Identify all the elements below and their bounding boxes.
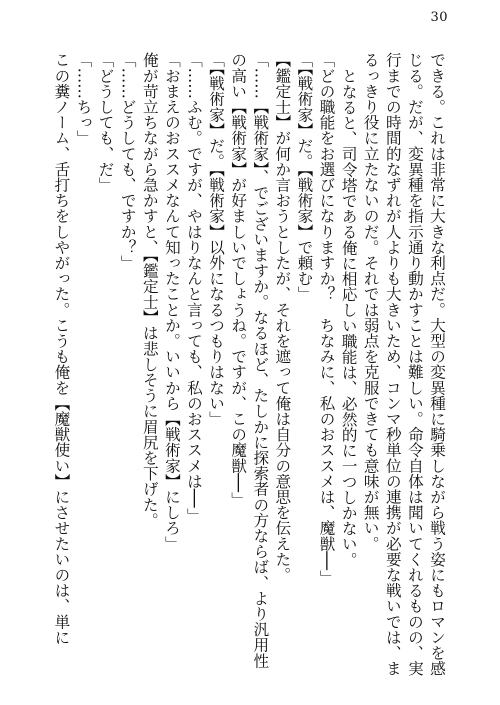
text-line-10: の高い【戦術家】が好ましいでしょうね。ですが、この魔獣──」 (229, 52, 248, 508)
text-line-1: できる。これは非常に大きな利点だ。大型の変異種に騎乗しながら戦う姿にもロマンを感 (428, 52, 446, 676)
page-number: 30 (430, 10, 448, 25)
text-line-13: 「おまえのおススメなんて知ったことか。いいから【戦術家】にしろ」 (162, 52, 181, 552)
text-line-15: 「……どうしても、ですか？」 (118, 52, 137, 271)
text-line-7: 「【戦術家】だ。【戦術家】で頼む」 (295, 52, 314, 302)
vertical-text-body (50, 52, 448, 692)
text-line-14: 俺が苛立ちながら急かすと、【鑑定士】は悲しそうに眉尻を下げた。 (140, 52, 159, 528)
text-line-5: となると、司令塔である俺に相応しい職能は、必然的に一つしかない。 (339, 67, 358, 567)
text-line-4: るっきり役に立たないのだ。それでは弱点を克服できても意味が無い。 (361, 52, 380, 552)
text-line-9: 「……【戦術家】、でございますか。なるほど、たしかに探索者の方ならば、より汎用性 (251, 52, 270, 669)
text-line-11: 「【戦術家】だ。【戦術家】以外になるつもりはない」 (207, 52, 226, 427)
text-line-3: 行までの時間的なずれが人よりも大きいため、コンマ秒単位の連携が必要な戦いでは、ま (383, 52, 402, 676)
text-line-12: 「……ふむ。ですが、やはりなんと言っても、私のおススメは──」 (184, 52, 203, 524)
text-line-8: 【鑑定士】が何か言おうとしたが、それを遮って俺は自分の意思を伝えた。 (273, 52, 292, 583)
text-line-6: 「どの職能をお選びになりますか？ ちなみに、私のおススメは、魔獣──」 (317, 52, 336, 586)
text-line-16: 「どうしても、だ」 (96, 52, 115, 193)
text-line-18: この糞ノーム、舌打ちをしやがった。こうも俺を【魔獣使い】にさせたいのは、単に (52, 52, 71, 645)
text-line-2: じる。だが、変異種を指示通り動かすことは難しい。命令自体は聞いてくれるものの、実 (405, 52, 424, 676)
text-line-17: 「……ちっ」 (74, 52, 93, 146)
